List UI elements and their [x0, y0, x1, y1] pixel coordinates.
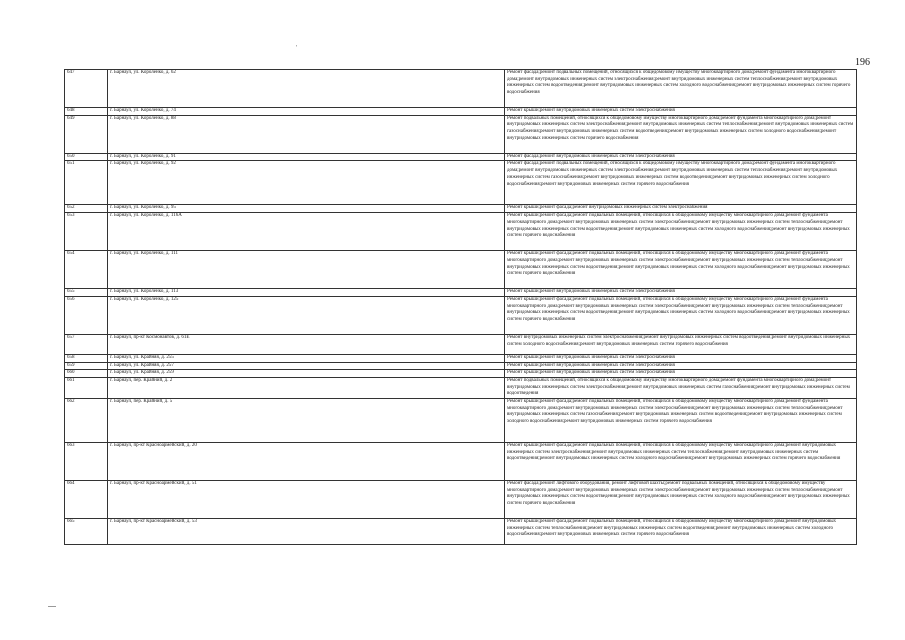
page-number: 196 [855, 57, 870, 68]
row-number: 647 [65, 70, 108, 108]
row-address: г. Барнаул, ул. Короленко, д. 95 [108, 205, 505, 213]
scan-tick-mark: ' [296, 44, 298, 52]
row-number: 665 [65, 519, 108, 545]
scan-mark [48, 606, 56, 607]
table-row [65, 370, 857, 378]
row-works: Ремонт фасада;ремонт внутридомовых инженерных систем электроснабжения [505, 153, 857, 161]
table-row [65, 334, 857, 354]
row-address: г. Барнаул, ул. Короленко, д. 92 [108, 161, 505, 205]
row-works: Ремонт внутридомовых инженерных систем электроснабжения;ремонт внутридомовых инженерных систем водоотведения;ремонт внутридомовых инженерных систем холодного водоснабжения;ремонт внутридомовых инженерных систем горячего водоснабжения [505, 334, 857, 354]
table-row [65, 481, 857, 519]
table-row [65, 362, 857, 370]
table-row [65, 115, 857, 153]
row-works: Ремонт крыши;ремонт внутридомовых инженерных систем электроснабжения [505, 370, 857, 378]
row-works: Ремонт крыши;ремонт фасада;ремонт подвальных помещений, относящихся к общедомовому имуществу многоквартирного дома;ремонт внутридомовых инженерных систем теплоснабжения;ремонт внутридомовых инженерных систем водоотведения;ремонт внутридомовых инженерных систем холодного водоснабжения;ремонт внутридомовых инженерных систем горячего водоснабжения [505, 519, 857, 545]
table-row [65, 70, 857, 108]
row-address: г. Барнаул, пер. Крайний, д. 5 [108, 399, 505, 443]
row-number: 656 [65, 296, 108, 334]
row-address: г. Барнаул, пр-кт Красноармейский, д. 53 [108, 519, 505, 545]
row-number: 652 [65, 205, 108, 213]
row-works: Ремонт крыши;ремонт фасада;ремонт подвальных помещений, относящихся к общедомовому имуществу многоквартирного дома;ремонт фундамента многоквартирного дома;ремонт внутридомовых инженерных систем электроснабжения;ремонт внутридомовых инженерных систем теплоснабжения;ремонт внутридомовых инженерных систем водоотведения;ремонт внутридомовых инженерных систем холодного водоснабжения;ремонт внутридомовых инженерных систем горячего водоснабжения [505, 251, 857, 289]
row-number: 651 [65, 161, 108, 205]
row-works: Ремонт крыши;ремонт внутридомовых инженерных систем электроснабжения [505, 362, 857, 370]
row-works: Ремонт крыши;ремонт фасада;ремонт подвальных помещений, относящихся к общедомовому имуществу многоквартирного дома;ремонт фундамента многоквартирного дома;ремонт внутридомовых инженерных систем электроснабжения;ремонт внутридомовых инженерных систем теплоснабжения;ремонт внутридомовых инженерных систем водоотведения;ремонт внутридомовых инженерных систем холодного водоснабжения;ремонт внутридомовых инженерных систем горячего водоснабжения [505, 213, 857, 251]
row-address: г. Барнаул, ул. Короленко, д. 62 [108, 70, 505, 108]
row-works: Ремонт крыши;ремонт внутридомовых инженерных систем электроснабжения [505, 108, 857, 116]
row-number: 659 [65, 362, 108, 370]
table-row [65, 519, 857, 545]
row-number: 655 [65, 289, 108, 297]
row-works: Ремонт фасада;ремонт лифтового оборудования, ремонт лифтовой шахты;ремонт подвальных помещений, относящихся к общедомовому имуществу многоквартирного дома;ремонт внутридомовых инженерных систем электроснабжения;ремонт внутридомовых инженерных систем теплоснабжения;ремонт внутридомовых инженерных систем водоотведения;ремонт внутридомовых инженерных систем холодного водоснабжения;ремонт внутридомовых инженерных систем горячего водоснабжения [505, 481, 857, 519]
row-works: Ремонт фасада;ремонт подвальных помещений, относящихся к общедомовому имуществу многоквартирного дома;ремонт фундамента многоквартирного дома;ремонт внутридомовых инженерных систем электроснабжения;ремонт внутридомовых инженерных систем теплоснабжения;ремонт внутридомовых инженерных систем водоотведения;ремонт внутридомовых инженерных систем холодного водоснабжения;ремонт внутридомовых инженерных систем горячего водоснабжения [505, 70, 857, 108]
row-address: г. Барнаул, ул. Короленко, д. 88 [108, 115, 505, 153]
registry-table [64, 69, 857, 545]
row-number: 660 [65, 370, 108, 378]
row-address: г. Барнаул, ул. Короленко, д. 111 [108, 251, 505, 289]
row-address: г. Барнаул, ул. Короленко, д. 125 [108, 296, 505, 334]
row-address: г. Барнаул, ул. Крайняя, д. 259 [108, 370, 505, 378]
table-row [65, 377, 857, 398]
table-row [65, 399, 857, 443]
row-works: Ремонт подвальных помещений, относящихся к общедомовому имуществу многоквартирного дома;ремонт фундамента многоквартирного дома;ремонт внутридомовых инженерных систем электроснабжения;ремонт внутридомовых инженерных систем газоснабжения;ремонт внутридомовых инженерных систем водоотведения [505, 377, 857, 398]
row-works: Ремонт крыши;ремонт внутридомовых инженерных систем электроснабжения [505, 289, 857, 297]
table-row [65, 251, 857, 289]
table-row [65, 108, 857, 116]
table-row [65, 296, 857, 334]
row-address: г. Барнаул, пер. Крайний, д. 2 [108, 377, 505, 398]
table-row [65, 205, 857, 213]
row-number: 648 [65, 108, 108, 116]
row-works: Ремонт крыши;ремонт фасада;ремонт внутридомовых инженерных систем электроснабжения [505, 205, 857, 213]
row-works: Ремонт крыши;ремонт фасада;ремонт подвальных помещений, относящихся к общедомовому имуществу многоквартирного дома;ремонт фундамента многоквартирного дома;ремонт внутридомовых инженерных систем электроснабжения;ремонт внутридомовых инженерных систем теплоснабжения;ремонт внутридомовых инженерных систем газоснабжения;ремонт внутридомовых инженерных систем водоотведения;ремонт внутридомовых инженерных систем холодного водоснабжения;ремонт внутридомовых инженерных систем горячего водоснабжения [505, 399, 857, 443]
row-works: Ремонт крыши;ремонт фасада;ремонт подвальных помещений, относящихся к общедомовому имуществу многоквартирного дома;ремонт внутридомовых инженерных систем электроснабжения;ремонт внутридомовых инженерных систем теплоснабжения;ремонт внутридомовых инженерных систем водоотведения;ремонт внутридомовых инженерных систем холодного водоснабжения;ремонт внутридомовых инженерных систем горячего водоснабжения [505, 443, 857, 481]
row-number: 662 [65, 399, 108, 443]
row-number: 653 [65, 213, 108, 251]
row-address: г. Барнаул, пр-кт Космонавтов, д. 61Е [108, 334, 505, 354]
row-address: г. Барнаул, ул. Крайняя, д. 257 [108, 362, 505, 370]
row-number: 649 [65, 115, 108, 153]
table-row [65, 213, 857, 251]
row-address: г. Барнаул, ул. Короленко, д. 91 [108, 153, 505, 161]
registry-table-body [65, 70, 857, 545]
row-works: Ремонт крыши;ремонт внутридомовых инженерных систем электроснабжения [505, 354, 857, 362]
row-address: г. Барнаул, ул. Крайняя, д. 255 [108, 354, 505, 362]
row-number: 664 [65, 481, 108, 519]
row-number: 663 [65, 443, 108, 481]
row-number: 658 [65, 354, 108, 362]
row-number: 657 [65, 334, 108, 354]
row-works: Ремонт подвальных помещений, относящихся к общедомовому имуществу многоквартирного дома;ремонт фундамента многоквартирного дома;ремонт внутридомовых инженерных систем электроснабжения;ремонт внутридомовых инженерных систем теплоснабжения;ремонт внутридомовых инженерных систем газоснабжения;ремонт внутридомовых инженерных систем водоотведения;ремонт внутридомовых инженерных систем холодного водоснабжения;ремонт внутридомовых инженерных систем горячего водоснабжения [505, 115, 857, 153]
row-address: г. Барнаул, ул. Короленко, д. 116А [108, 213, 505, 251]
table-row [65, 153, 857, 161]
row-number: 661 [65, 377, 108, 398]
row-works: Ремонт крыши;ремонт фасада;ремонт подвальных помещений, относящихся к общедомовому имуществу многоквартирного дома;ремонт фундамента многоквартирного дома;ремонт внутридомовых инженерных систем электроснабжения;ремонт внутридомовых инженерных систем теплоснабжения;ремонт внутридомовых инженерных систем водоотведения;ремонт внутридомовых инженерных систем холодного водоснабжения;ремонт внутридомовых инженерных систем горячего водоснабжения [505, 296, 857, 334]
row-address: г. Барнаул, пр-кт Красноармейский, д. 51 [108, 481, 505, 519]
row-number: 650 [65, 153, 108, 161]
row-number: 654 [65, 251, 108, 289]
row-works: Ремонт фасада;ремонт подвальных помещений, относящихся к общедомовому имуществу многоквартирного дома;ремонт фундамента многоквартирного дома;ремонт внутридомовых инженерных систем электроснабжения;ремонт внутридомовых инженерных систем теплоснабжения;ремонт внутридомовых инженерных систем газоснабжения;ремонт внутридомовых инженерных систем водоотведения;ремонт внутридомовых инженерных систем холодного водоснабжения;ремонт внутридомовых инженерных систем горячего водоснабжения [505, 161, 857, 205]
table-row [65, 161, 857, 205]
row-address: г. Барнаул, ул. Короленко, д. 74 [108, 108, 505, 116]
table-row [65, 354, 857, 362]
row-address: г. Барнаул, пр-кт Красноармейский, д. 20 [108, 443, 505, 481]
table-row [65, 289, 857, 297]
row-address: г. Барнаул, ул. Короленко, д. 113 [108, 289, 505, 297]
table-row [65, 443, 857, 481]
